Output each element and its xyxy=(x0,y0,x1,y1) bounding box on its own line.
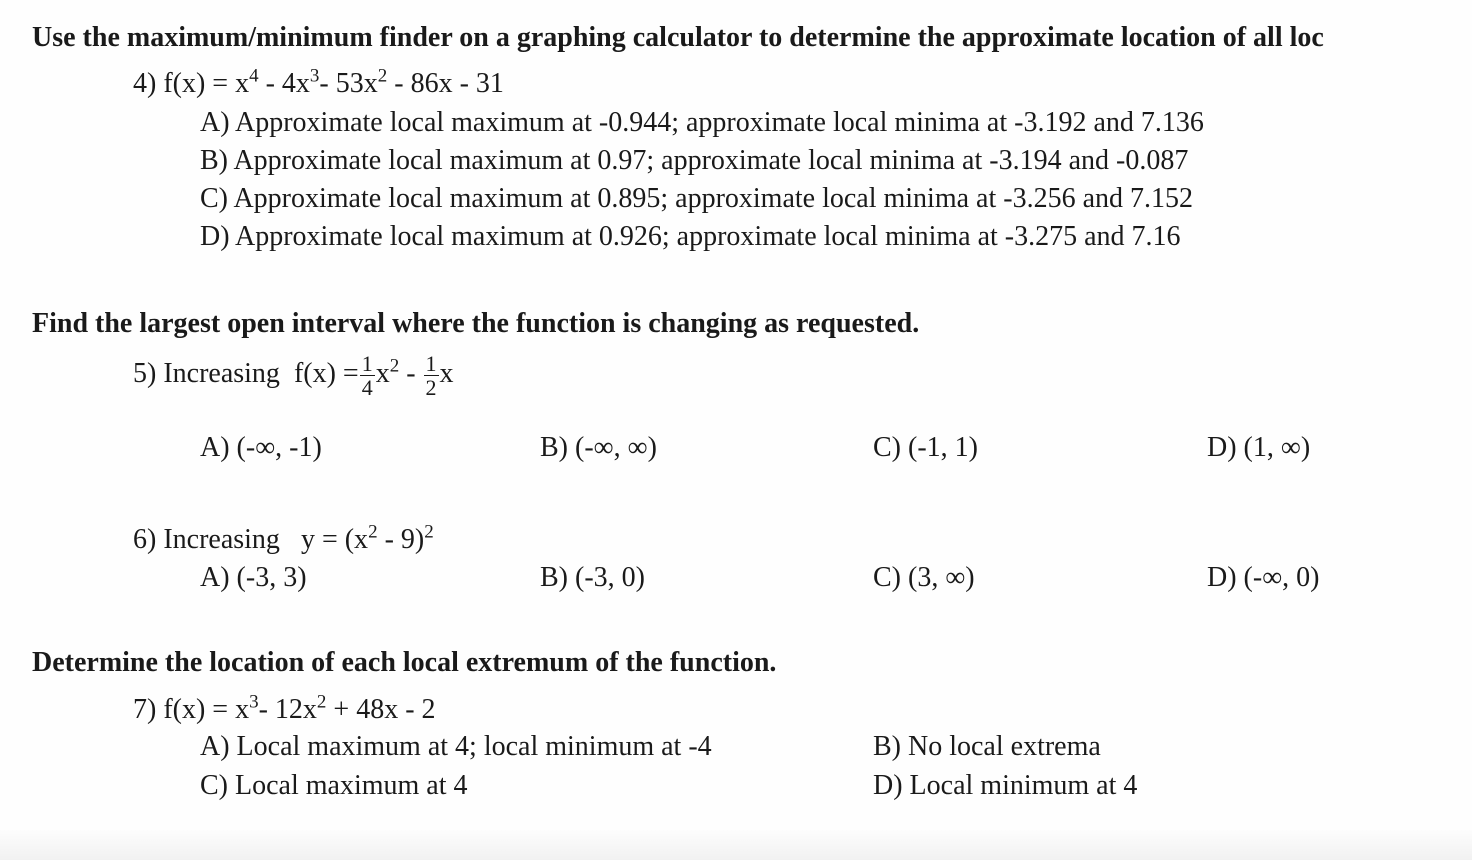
question-5-choice-c[interactable]: C) (-1, 1) xyxy=(873,432,978,463)
question-6-choice-d[interactable]: D) (-∞, 0) xyxy=(1207,562,1320,593)
section-header-local-extremum: Determine the location of each local extremum of the function. xyxy=(32,647,777,678)
question-5-stem xyxy=(133,352,454,399)
page-bottom-shadow xyxy=(0,830,1472,860)
question-4-function: $f(x) = x^4 - 4x^3-$ $53x^2 - 86x - 31$ xyxy=(163,65,504,99)
question-7-choice-a[interactable]: A) Local maximum at 4; local minimum at -4 xyxy=(200,731,712,762)
question-6-choice-a[interactable]: A) (-3, 3) xyxy=(200,562,307,593)
question-7-function: $f(x) = x^3-$ $12x^2 + 48x - 2$ xyxy=(163,691,436,725)
question-5-number: 5) xyxy=(133,358,157,390)
question-7-choice-d[interactable]: D) Local minimum at 4 xyxy=(873,770,1138,801)
question-6-label: Increasing xyxy=(163,524,280,555)
question-6-choice-c[interactable]: C) (3, ∞) xyxy=(873,562,975,593)
question-6-function: $y = (x^2 - 9)^2$ xyxy=(300,521,434,555)
question-5-choice-d[interactable]: D) (1, ∞) xyxy=(1207,432,1311,463)
question-6-stem xyxy=(133,521,434,556)
fraction-one-quarter: $\frac{1}{4}$ xyxy=(361,351,373,401)
section-header-max-min-finder: Use the maximum/minimum finder on a graphing calculator to determine the approximate location of all loc xyxy=(32,22,1324,53)
question-7-choice-c[interactable]: C) Local maximum at 4 xyxy=(200,770,468,801)
question-4-number: 4) xyxy=(133,68,157,99)
question-4-choice-d[interactable]: D) Approximate local maximum at 0.926; approximate local minima at -3.275 and 7.16 xyxy=(200,221,1181,252)
question-5-function: f(x) = $\frac{1}{4}$ $x^2$ - $\frac{1}{2}$ x xyxy=(293,351,454,401)
question-7-stem xyxy=(133,691,436,726)
question-4-choice-b[interactable]: B) Approximate local maximum at 0.97; approximate local minima at -3.194 and -0.087 xyxy=(200,145,1189,176)
question-5-choice-b[interactable]: B) (-∞, ∞) xyxy=(540,432,657,463)
question-6-choice-b[interactable]: B) (-3, 0) xyxy=(540,562,645,593)
question-7-number: 7) xyxy=(133,694,157,725)
section-header-open-interval: Find the largest open interval where the function is changing as requested. xyxy=(32,308,920,339)
fraction-one-half: $\frac{1}{2}$ xyxy=(425,351,437,401)
question-4-choice-a[interactable]: A) Approximate local maximum at -0.944; approximate local minima at -3.192 and 7.136 xyxy=(200,107,1204,138)
question-6-number: 6) xyxy=(133,524,157,555)
question-5-label: Increasing xyxy=(163,358,280,390)
question-5-choice-a[interactable]: A) (-∞, -1) xyxy=(200,432,322,463)
question-4-choice-c[interactable]: C) Approximate local maximum at 0.895; approximate local minima at -3.256 and 7.152 xyxy=(200,183,1194,214)
question-4-stem xyxy=(133,65,504,100)
question-7-choice-b[interactable]: B) No local extrema xyxy=(873,731,1101,762)
